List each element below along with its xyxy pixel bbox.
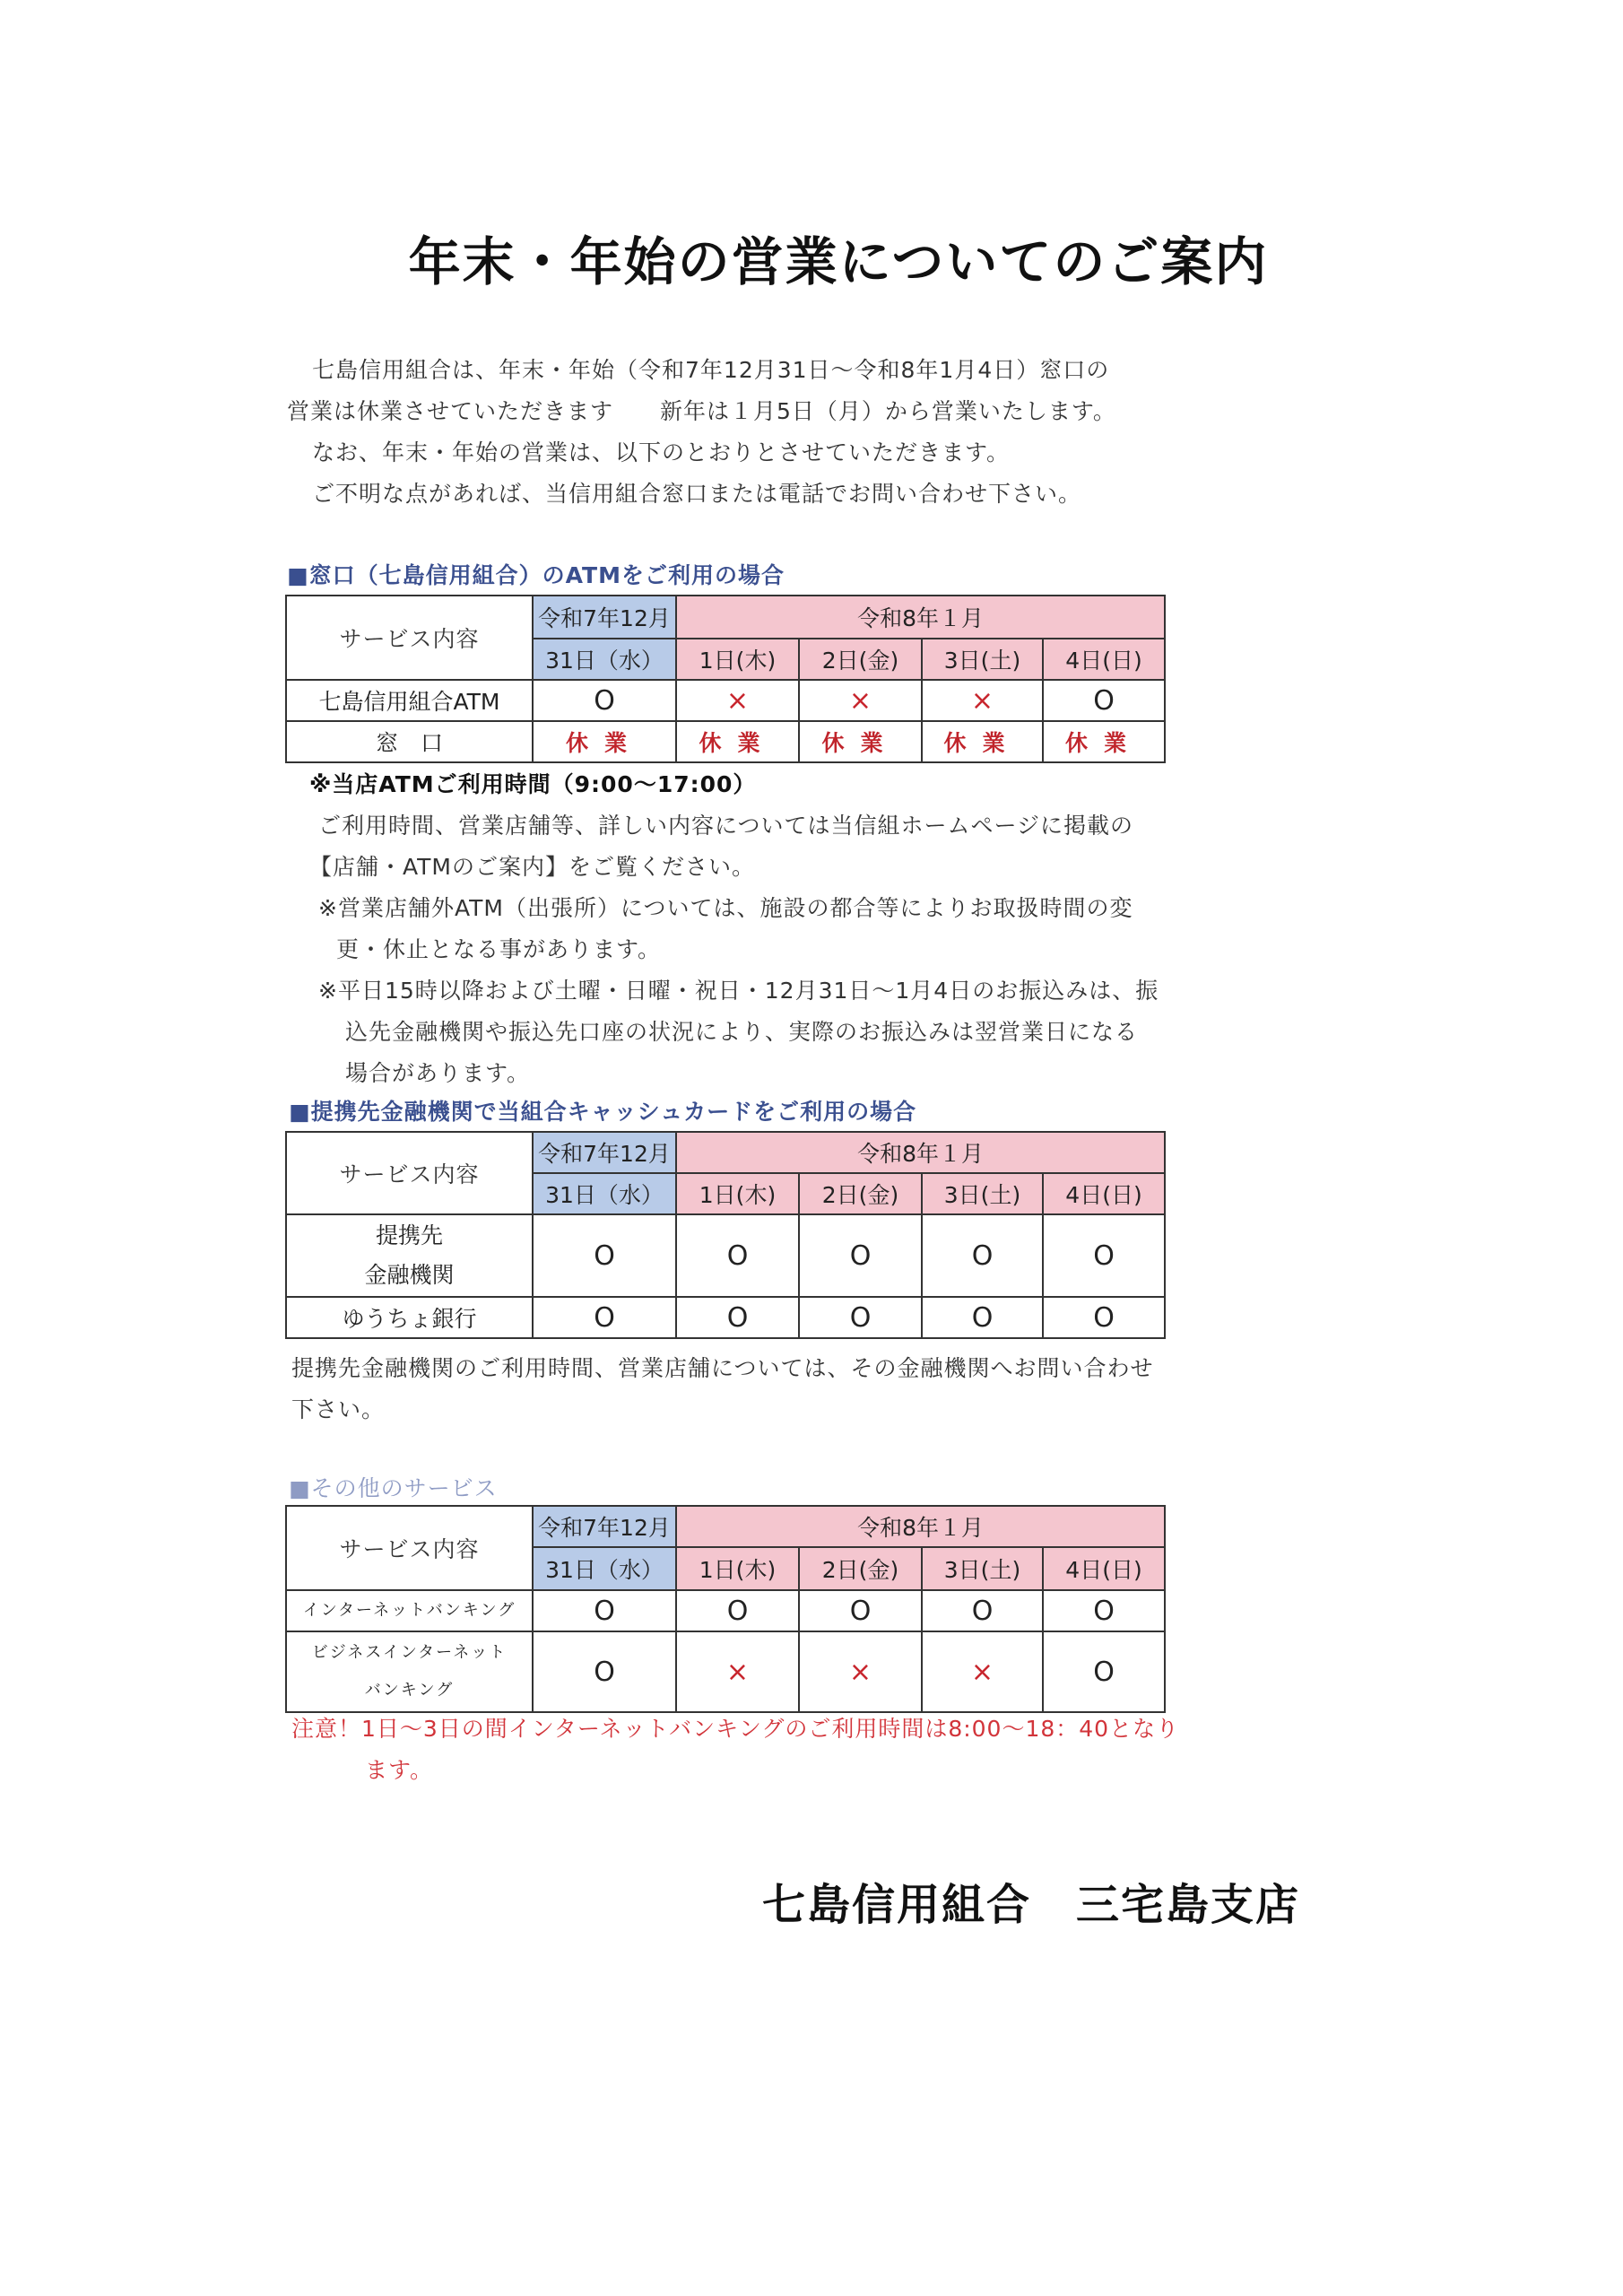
status-cell: × [799,680,922,721]
status-cell: O [533,1631,676,1712]
status-cell: 休業 [676,721,799,762]
intro-line: 七島信用組合は、年末・年始（令和7年12月31日～令和8年1月4日）窓口の [312,357,1110,383]
row-label-line: 金融機関 [364,1262,455,1288]
table-row [286,680,1165,721]
service-header: サービス内容 [286,596,533,680]
day-header: 4日(日) [1043,1547,1165,1590]
status-cell: O [799,1590,922,1631]
row-label-line: バンキング [364,1681,455,1700]
day-header: 1日(木) [676,639,799,680]
row-label: 七島信用組合ATM [286,680,533,721]
status-cell: O [1043,1590,1165,1631]
day-header: 2日(金) [799,1547,922,1590]
status-cell: O [676,1297,799,1338]
note-line: 下さい。 [291,1396,386,1422]
jan-header: 令和8年１月 [676,1132,1165,1173]
row-label: インターネットバンキング [286,1590,533,1631]
day-header: 4日(日) [1043,1173,1165,1214]
row-label: 窓 口 [286,721,533,762]
jan-header: 令和8年１月 [676,596,1165,639]
dec-header: 令和7年12月 [533,1506,676,1547]
status-cell: 休業 [533,721,676,762]
intro-text [287,350,1116,515]
status-cell: O [799,1297,922,1338]
branch-signature: 七島信用組合 三宅島支店 [762,1880,1301,1930]
table-row [286,1297,1165,1338]
status-cell: O [799,1214,922,1297]
note-line: 込先金融機関や振込先口座の状況により、実際のお振込みは翌営業日になる [345,1019,1139,1045]
section-heading-other: ■その他のサービス [289,1475,498,1501]
row-label-line: ビジネスインターネット [311,1643,508,1662]
status-cell: × [799,1631,922,1712]
status-cell: O [533,680,676,721]
table-row [286,721,1165,762]
note-line: ※営業店舗外ATM（出張所）については、施設の都合等によりお取扱時間の変 [318,895,1133,921]
status-cell: O [533,1297,676,1338]
warning-note [291,1709,1179,1791]
row-label [286,1631,533,1712]
note-line: ご利用時間、営業店舗等、詳しい内容については当信組ホームページに掲載の [318,813,1134,839]
status-cell: × [676,680,799,721]
status-cell: O [533,1590,676,1631]
day-header: 3日(土) [922,1547,1043,1590]
status-cell: 休業 [1043,721,1165,762]
status-cell: × [922,1631,1043,1712]
atm-schedule-table [285,595,1166,763]
partner-schedule-table [285,1131,1166,1339]
status-cell: 休業 [799,721,922,762]
status-cell: O [533,1214,676,1297]
note-line: 【店舗・ATMのご案内】をご覧ください。 [309,854,756,880]
status-cell: × [676,1631,799,1712]
status-cell: O [922,1590,1043,1631]
status-cell: O [1043,1214,1165,1297]
day-header: 4日(日) [1043,639,1165,680]
note-line: 更・休止となる事があります。 [336,936,662,962]
table-row [286,1590,1165,1631]
day-header: 31日（水） [533,1547,676,1590]
service-header: サービス内容 [286,1132,533,1214]
intro-line: 営業は休業させていただきます 新年は１月5日（月）から営業いたします。 [287,398,1116,424]
partner-notes [291,1348,1154,1431]
status-cell: O [676,1214,799,1297]
note-line: 場合があります。 [345,1060,531,1086]
row-label: ゆうちょ銀行 [286,1297,533,1338]
status-cell: × [922,680,1043,721]
day-header: 1日(木) [676,1547,799,1590]
service-header: サービス内容 [286,1506,533,1590]
day-header: 31日（水） [533,1173,676,1214]
dec-header: 令和7年12月 [533,1132,676,1173]
atm-notes [309,764,1159,1094]
day-header: 2日(金) [799,639,922,680]
day-header: 3日(土) [922,1173,1043,1214]
status-cell: O [922,1297,1043,1338]
day-header: 31日（水） [533,639,676,680]
status-cell: 休業 [922,721,1043,762]
table-row [286,1631,1165,1712]
section-heading-atm: ■窓口（七島信用組合）のATMをご利用の場合 [287,562,785,588]
row-label [286,1214,533,1297]
intro-line: ご不明な点があれば、当信用組合窓口または電話でお問い合わせ下さい。 [312,481,1082,507]
row-label-line: 提携先 [375,1222,443,1248]
atm-hours: ※当店ATMご利用時間（9:00～17:00） [309,771,757,797]
day-header: 1日(木) [676,1173,799,1214]
section-heading-partner: ■提携先金融機関で当組合キャッシュカードをご利用の場合 [289,1099,917,1125]
day-header: 3日(土) [922,639,1043,680]
warning-line: ます。 [365,1757,434,1783]
intro-line: なお、年末・年始の営業は、以下のとおりとさせていただきます。 [312,439,1011,465]
status-cell: O [922,1214,1043,1297]
other-services-table [285,1505,1166,1713]
table-row [286,1214,1165,1297]
jan-header: 令和8年１月 [676,1506,1165,1547]
dec-header: 令和7年12月 [533,596,676,639]
status-cell: O [1043,1631,1165,1712]
page-title: 年末・年始の営業についてのご案内 [408,231,1269,292]
status-cell: O [1043,1297,1165,1338]
status-cell: O [1043,680,1165,721]
status-cell: O [676,1590,799,1631]
note-line: 提携先金融機関のご利用時間、営業店舗については、その金融機関へお問い合わせ [291,1355,1154,1381]
warning-line: 注意！1日～3日の間インターネットバンキングのご利用時間は8:00～18：40となり [291,1716,1180,1742]
note-line: ※平日15時以降および土曜・日曜・祝日・12月31日～1月4日のお振込みは、振 [318,978,1159,1004]
day-header: 2日(金) [799,1173,922,1214]
